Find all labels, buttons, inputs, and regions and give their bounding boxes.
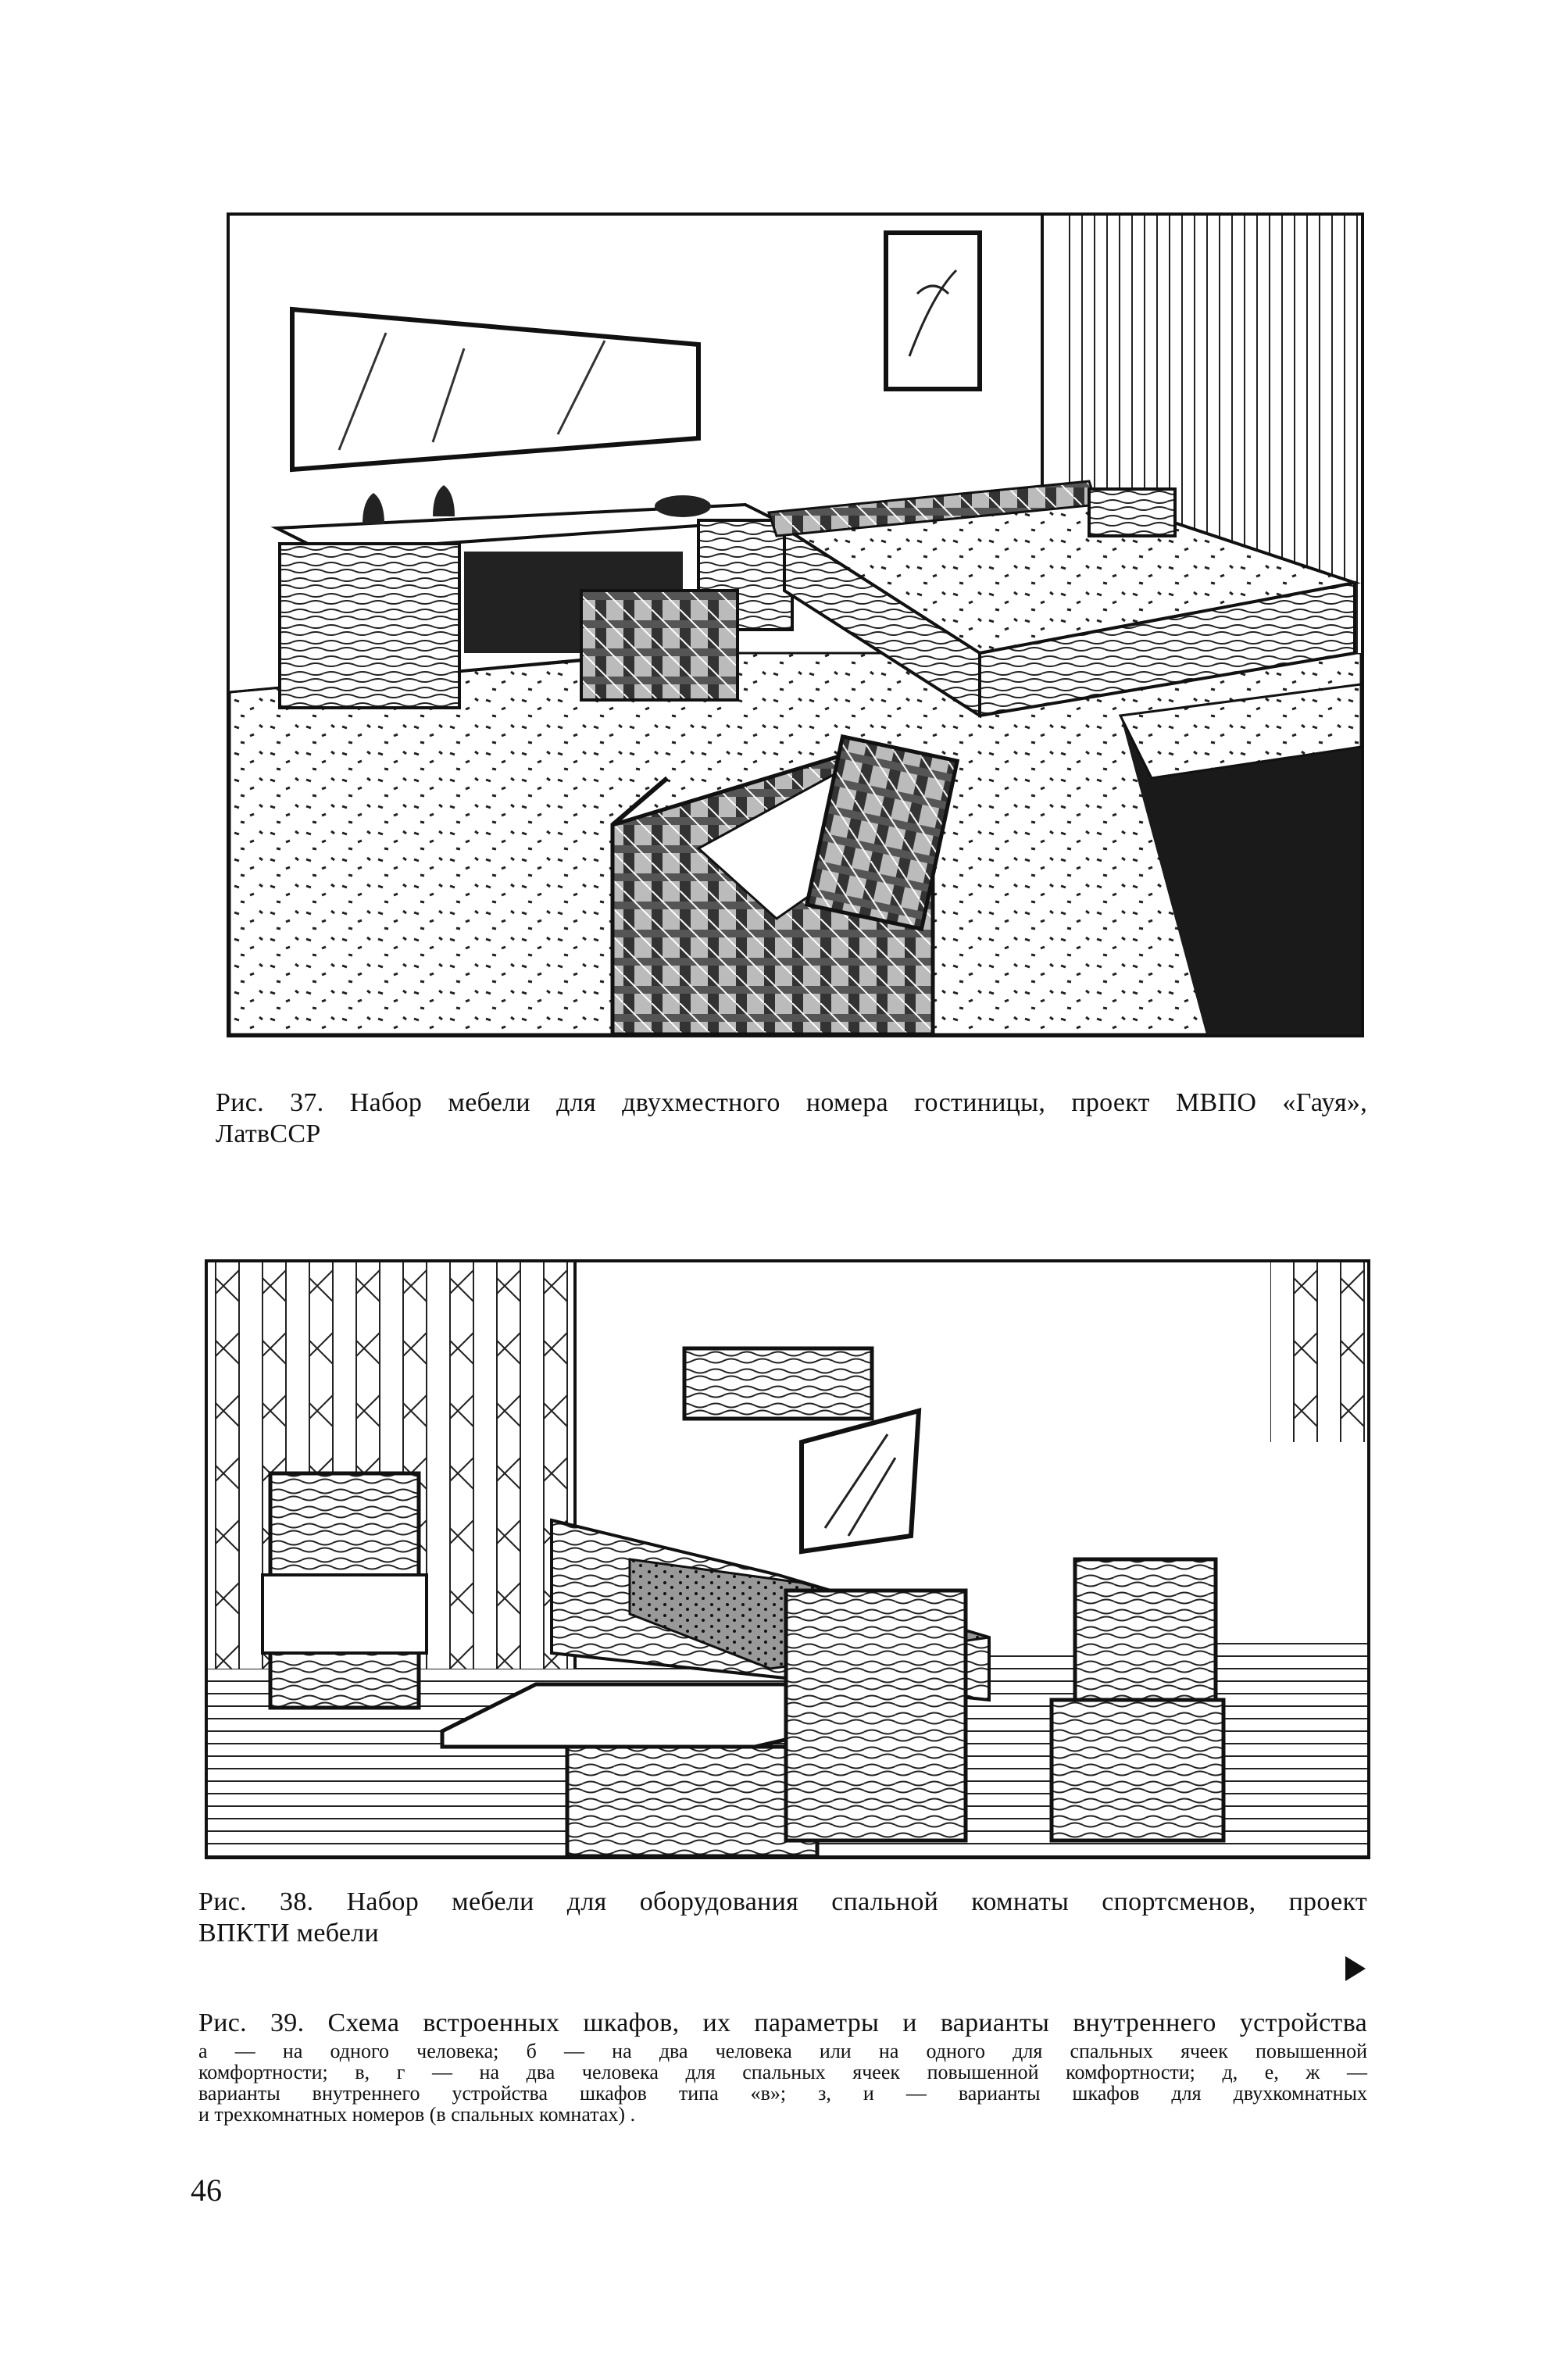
figure-37-caption-line-1: Рис. 37. Набор мебели для двухместного номера гостиницы, проект МВПО «Гауя», (216, 1088, 1367, 1117)
figure-38-caption-line-2: ВПКТИ мебели (198, 1919, 380, 1948)
hotel-room-drawing (230, 216, 1361, 1034)
athletes-bedroom-drawing (208, 1262, 1367, 1856)
page-number: 46 (191, 2173, 222, 2208)
figure-38-illustration (205, 1259, 1370, 1859)
figure-37-caption-line-2: ЛатвССР (216, 1119, 321, 1148)
figure-37-illustration (227, 212, 1364, 1037)
figure-39-caption-line-3: варианты внутреннего устройства шкафов типа «в»; з, и — варианты шкафов для двухкомнатных (198, 2082, 1367, 2105)
figure-39-caption-line-2: комфортности; в, г — на два человека для спальных ячеек повышенной комфортности; д, е, ж — (198, 2061, 1367, 2083)
arrow-right-icon (1345, 1956, 1366, 1981)
figure-39-caption-title: Рис. 39. Схема встроенных шкафов, их параметры и варианты внутреннего устройства (198, 2008, 1367, 2037)
figure-38-caption-line-1: Рис. 38. Набор мебели для оборудования спальной комнаты спортсменов, проект (198, 1887, 1367, 1916)
figure-39-caption-line-4: и трехкомнатных номеров (в спальных комнатах) . (198, 2103, 636, 2126)
figure-39-caption-line-1: а — на одного человека; б — на два человека или на одного для спальных ячеек повышенной (198, 2040, 1367, 2062)
